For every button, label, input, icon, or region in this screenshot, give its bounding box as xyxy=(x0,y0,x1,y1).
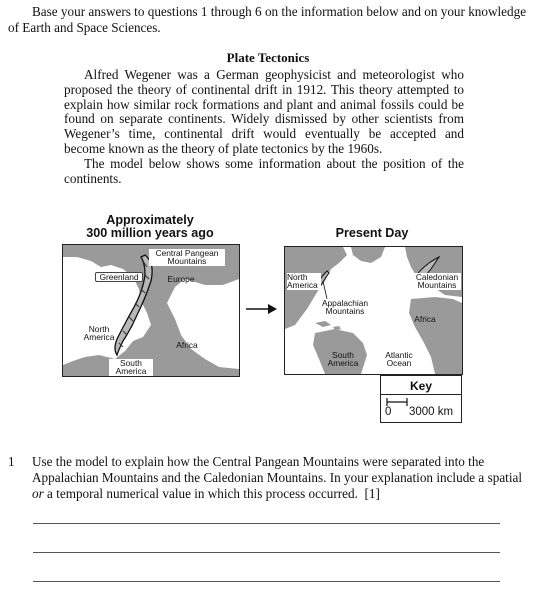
pangea-map xyxy=(62,244,240,377)
sa-right-line2: America xyxy=(327,358,359,369)
question-text-part1: Use the model to explain how the Central Pangean Mountains were separated into the Appalachian Mountains and the Caledonian Mountains. In your explanation include a spatial xyxy=(32,454,523,485)
scale-zero: 0 xyxy=(385,406,392,418)
na-right-line1: North xyxy=(287,272,308,282)
atlantic-line1: Atlantic xyxy=(385,350,413,360)
answer-line-3[interactable] xyxy=(33,581,500,582)
caledonian-line1: Caledonian xyxy=(415,272,459,282)
africa-label-left: Africa xyxy=(176,340,198,350)
south-america-label-right xyxy=(323,351,363,368)
question-number: 1 xyxy=(8,454,15,469)
atlantic-line2: Ocean xyxy=(386,358,412,369)
key-divider xyxy=(381,394,461,395)
greenland-label: Greenland xyxy=(95,272,143,282)
mountains-label-line2: Mountains xyxy=(167,256,207,267)
question-text xyxy=(32,454,522,502)
appalachian-line2: Mountains xyxy=(325,306,365,317)
passage-title: Plate Tectonics xyxy=(226,50,310,65)
sa-left-line2: America xyxy=(115,366,147,377)
north-america-label-left xyxy=(77,325,121,342)
appalachian-mountains-label xyxy=(315,299,375,316)
europe-label: Europe xyxy=(167,274,195,284)
key-title: Key xyxy=(409,379,432,393)
answer-line-1[interactable] xyxy=(33,523,500,524)
question-credit: [1] xyxy=(364,486,380,501)
south-america-label-left xyxy=(109,359,153,376)
right-map-title: Present Day xyxy=(335,226,409,240)
present-day-map xyxy=(284,246,463,375)
intro-text: Base your answers to questions 1 through 6 on the information below and on your knowledge of Earth and Space Sciences. xyxy=(8,4,527,35)
caledonian-line2: Mountains xyxy=(417,280,457,291)
na-left-line1: North xyxy=(88,324,110,334)
passage-paragraph-2: The model below shows some information about the position of the continents. xyxy=(64,156,464,186)
left-map-title xyxy=(62,214,238,240)
passage-paragraph-1: Alfred Wegener was a German geophysicist and meteorologist who proposed the theory of continental drift in 1912. This theory attempted to explain how similar rock formations and plant and animal fossils could be found on separate continents. Widely dismissed by other scientists from Wegener’s time, continental drift would eventually be accepted and become known as the theory of plate tectonics by the 1960s. xyxy=(64,67,464,156)
sa-left-line1: South xyxy=(120,358,142,368)
answer-line-2[interactable] xyxy=(33,552,500,553)
north-america-label-right xyxy=(287,273,321,290)
left-map-title-line2: 300 million years ago xyxy=(86,226,214,240)
atlantic-ocean-label xyxy=(379,351,419,368)
caledonian-mountains-label xyxy=(413,273,461,290)
scale-bar-icon xyxy=(385,398,457,406)
appalachian-line1: Appalachian xyxy=(321,298,369,308)
sa-right-line1: South xyxy=(332,350,354,360)
left-map-title-line1: Approximately xyxy=(106,213,194,227)
right-arrow-icon xyxy=(246,303,278,315)
scale-max: 3000 km xyxy=(409,406,454,418)
question-or-word: or xyxy=(32,486,44,501)
question-text-part2: a temporal numerical value in which this process occurred. xyxy=(43,486,358,501)
mountains-label-line1: Central Pangean xyxy=(155,248,219,258)
central-pangean-mountains-label xyxy=(149,249,225,266)
map-key xyxy=(380,375,462,423)
na-right-line2: America xyxy=(287,280,318,291)
na-left-line2: America xyxy=(83,332,115,343)
africa-label-right: Africa xyxy=(414,314,436,324)
